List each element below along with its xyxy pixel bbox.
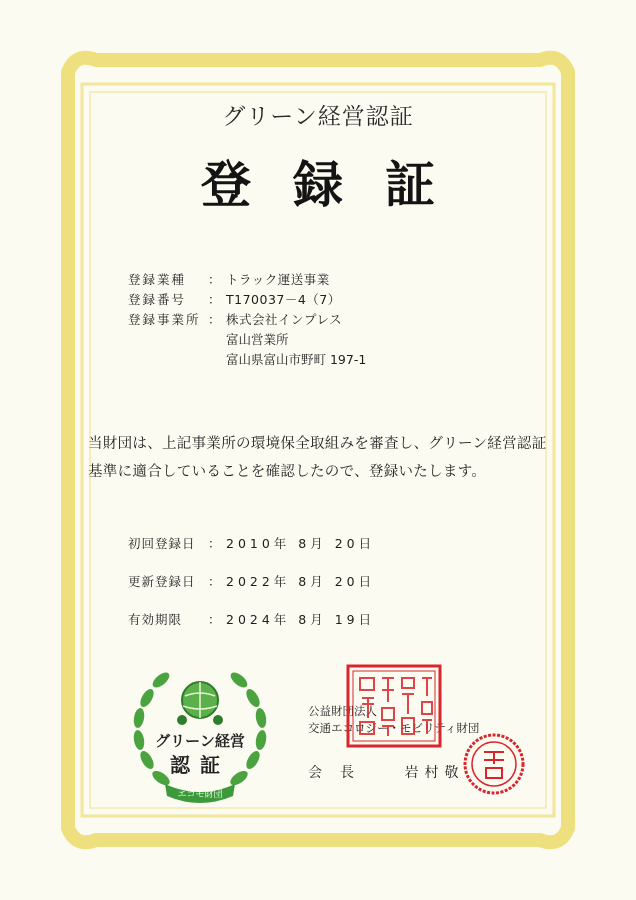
office-label: 登録事業所 (128, 312, 201, 327)
round-personal-seal (462, 732, 526, 796)
office-row (128, 310, 366, 330)
colon: ： (208, 272, 221, 287)
certification-statement: 当財団は、上記事業所の環境保全取組みを審査し、グリーン経営認証基準に適合していることを確認したので、登録いたします。 (88, 436, 547, 480)
renewal-registration-label: 更新登録日 (128, 574, 196, 589)
registration-number-value: T170037－4（7） (226, 292, 341, 307)
colon: ： (208, 312, 221, 327)
emblem-text-line1: グリーン経営 (155, 732, 245, 750)
colon: ： (208, 292, 221, 307)
first-registration-value: 2010年 8月 20日 (226, 536, 376, 551)
expiry-value: 2024年 8月 19日 (226, 612, 376, 627)
business-type-label: 登録業種 (128, 272, 187, 287)
colon: ： (208, 574, 221, 589)
expiry-label: 有効期限 (128, 612, 183, 627)
registration-number-row (128, 290, 366, 310)
certificate-subtitle: グリーン経営認証 (222, 104, 414, 130)
chair-title: 会長 (308, 765, 372, 781)
emblem-ribbon-text: エコモ財団 (177, 790, 223, 800)
emblem-text-line2: 認証 (170, 753, 230, 777)
dates-block (128, 524, 375, 638)
office-company: 株式会社インプレス (226, 312, 343, 327)
registration-number-label: 登録番号 (128, 292, 187, 307)
first-registration-label: 初回登録日 (128, 536, 196, 551)
colon: ： (208, 612, 221, 627)
business-type-value: トラック運送事業 (226, 272, 330, 287)
chairman-signature (308, 762, 464, 782)
business-type-row (128, 270, 366, 290)
office-address: 富山県富山市野町 197-1 (226, 352, 367, 367)
renewal-registration-row (128, 562, 375, 600)
green-management-emblem (125, 660, 275, 810)
certificate-title: 登録証 (201, 156, 477, 214)
issuer-org-type: 公益財団法人 (308, 704, 377, 718)
registration-info (128, 270, 366, 370)
renewal-registration-value: 2022年 8月 20日 (226, 574, 376, 589)
chair-name: 岩村敬 (404, 765, 465, 781)
issuer-org-name: 交通エコロジー・モビリティ財団 (308, 721, 480, 735)
colon: ： (208, 536, 221, 551)
first-registration-row (128, 524, 375, 562)
expiry-row (128, 600, 375, 638)
office-branch: 富山営業所 (226, 332, 289, 347)
square-seal-stamp (346, 664, 442, 748)
